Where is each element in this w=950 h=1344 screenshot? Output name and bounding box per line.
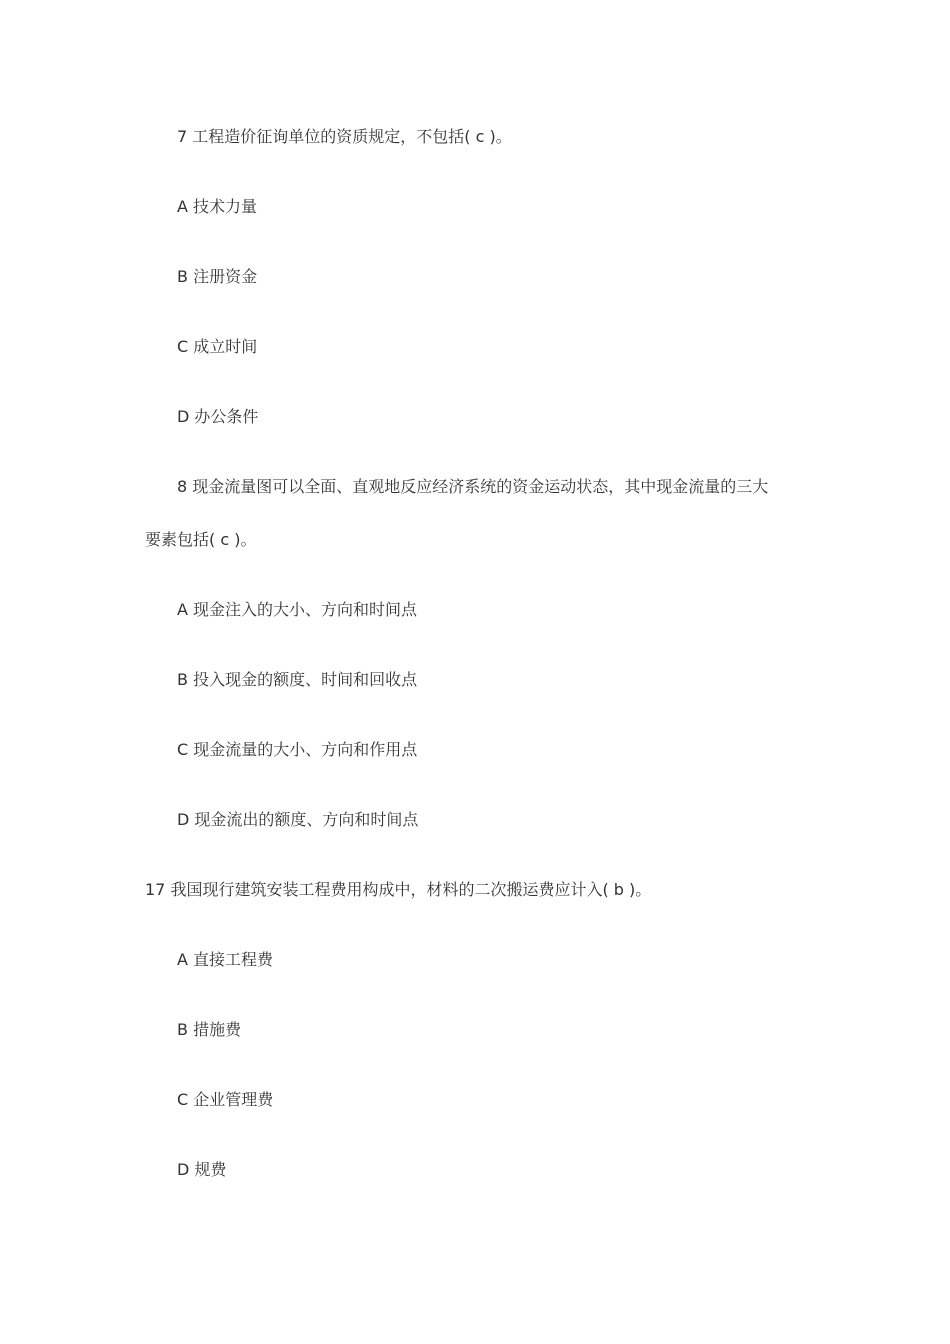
question-17-option-a: A 直接工程费	[177, 950, 274, 969]
question-7-option-a: A 技术力量	[177, 197, 258, 216]
question-8-option-d: D 现金流出的额度、方向和时间点	[177, 810, 419, 829]
question-7-stem: 7 工程造价征询单位的资质规定，不包括( c )。	[177, 127, 512, 146]
question-17-option-d: D 规费	[177, 1160, 227, 1179]
question-8-option-b: B 投入现金的额度、时间和回收点	[177, 670, 418, 689]
question-17-option-c: C 企业管理费	[177, 1090, 274, 1109]
question-17-option-b: B 措施费	[177, 1020, 242, 1039]
question-7-option-d: D 办公条件	[177, 407, 259, 426]
question-7-option-b: B 注册资金	[177, 267, 258, 286]
question-8-option-c: C 现金流量的大小、方向和作用点	[177, 740, 418, 759]
question-8-option-a: A 现金注入的大小、方向和时间点	[177, 600, 418, 619]
question-8-stem-line-2: 要素包括( c )。	[145, 530, 257, 549]
question-8-stem-line-1: 8 现金流量图可以全面、直观地反应经济系统的资金运动状态，其中现金流量的三大	[177, 477, 769, 496]
question-17-stem: 17 我国现行建筑安装工程费用构成中，材料的二次搬运费应计入( b )。	[145, 880, 652, 899]
question-7-option-c: C 成立时间	[177, 337, 258, 356]
